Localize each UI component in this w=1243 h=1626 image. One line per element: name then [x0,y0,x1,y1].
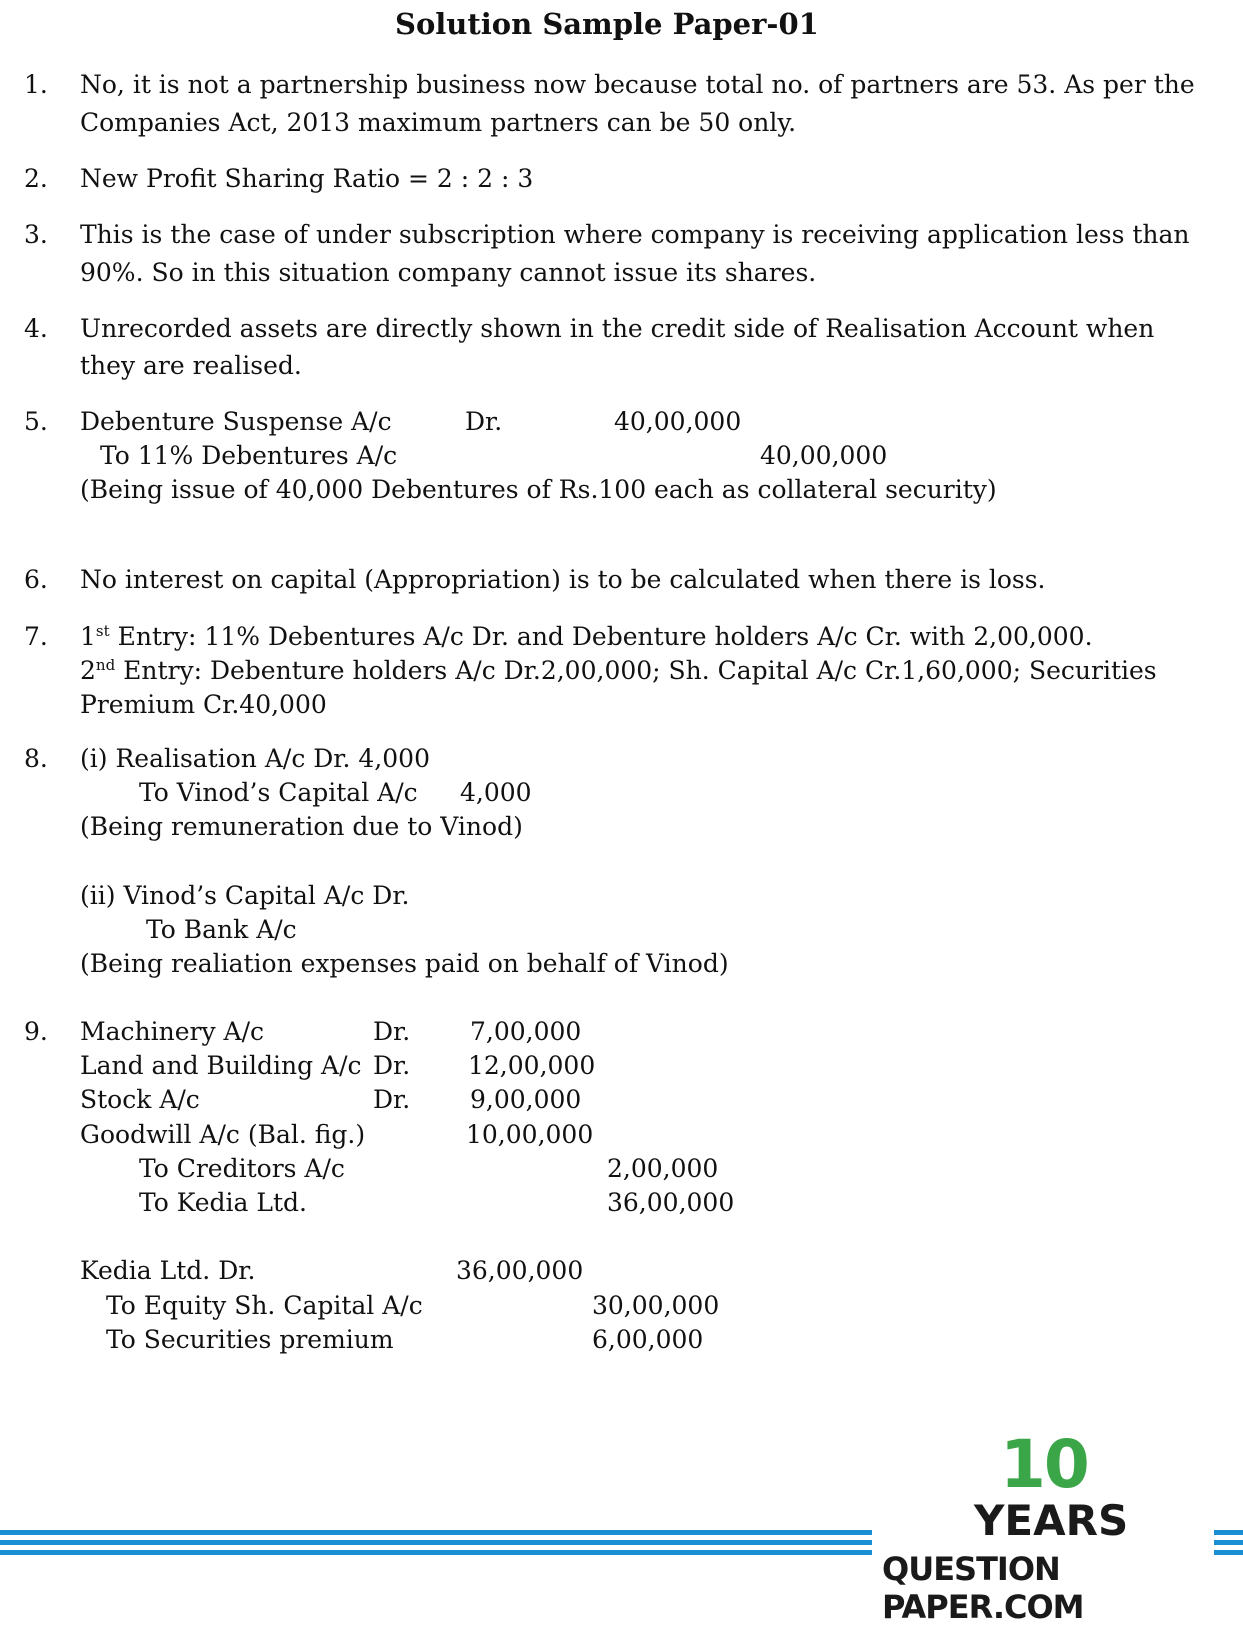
q3-line-2: 90%. So in this situation company cannot issue its shares. [80,258,817,287]
q9-debit-account: Machinery A/c [80,1017,264,1046]
q9-credit-amount: 2,00,000 [607,1154,719,1183]
q9-debit-dr: Dr. [373,1051,411,1080]
q2-line-1: New Profit Sharing Ratio = 2 : 2 : 3 [80,164,534,193]
q9-debit-dr: Dr. [373,1085,411,1114]
q8-ii-credit-account: To Bank A/c [146,915,297,944]
q9-credit-account: To Kedia Ltd. [139,1188,307,1217]
q9-number: 9. [24,1017,48,1046]
q3-line-1: This is the case of under subscription where company is receiving application less than [80,220,1190,249]
q5-number: 5. [24,407,48,436]
q7-entry-2: 2nd Entry: Debenture holders A/c Dr.2,00,000; Sh. Capital A/c Cr.1,60,000; Securities [80,656,1157,685]
q9-debit-amount: 10,00,000 [466,1120,594,1149]
q5-debit-account: Debenture Suspense A/c [80,407,392,436]
q9-kedia-credit-account: To Securities premium [106,1325,394,1354]
q9-debit-amount: 7,00,000 [470,1017,582,1046]
q9-debit-account: Goodwill A/c (Bal. fig.) [80,1120,366,1149]
q1-line-2: Companies Act, 2013 maximum partners can be 50 only. [80,108,797,137]
q8-ii-debit: (ii) Vinod’s Capital A/c Dr. [80,881,410,910]
q8-i-debit: (i) Realisation A/c Dr. 4,000 [80,744,430,773]
q9-debit-account: Land and Building A/c [80,1051,362,1080]
q9-debit-dr: Dr. [373,1017,411,1046]
q4-number: 4. [24,314,48,343]
q3-number: 3. [24,220,48,249]
q5-credit-amount: 40,00,000 [760,441,888,470]
q2-number: 2. [24,164,48,193]
q4-line-2: they are realised. [80,351,302,380]
q9-kedia-debit: Kedia Ltd. Dr. [80,1256,256,1285]
logo-site-name: QUESTION PAPER.COM [882,1550,1084,1626]
q8-i-credit-amount: 4,000 [460,778,532,807]
page-title: Solution Sample Paper-01 [395,7,819,41]
q9-credit-amount: 36,00,000 [607,1188,735,1217]
q8-ii-narration: (Being realiation expenses paid on behalf of Vinod) [80,949,729,978]
q9-kedia-credit-amount: 6,00,000 [592,1325,704,1354]
q7-number: 7. [24,622,48,651]
q4-line-1: Unrecorded assets are directly shown in the credit side of Realisation Account when [80,314,1155,343]
q6-number: 6. [24,565,48,594]
q9-debit-amount: 9,00,000 [470,1085,582,1114]
q5-credit-account: To 11% Debentures A/c [100,441,398,470]
q9-kedia-amount: 36,00,000 [456,1256,584,1285]
q1-line-1: No, it is not a partnership business now because total no. of partners are 53. As per the [80,70,1195,99]
q8-number: 8. [24,744,48,773]
site-logo [882,1426,1212,1626]
footer-stripes [0,1530,872,1570]
q9-kedia-credit-amount: 30,00,000 [592,1291,720,1320]
logo-ten: 10 [1000,1426,1088,1503]
q5-dr-label: Dr. [465,407,503,436]
q9-credit-account: To Creditors A/c [139,1154,345,1183]
q9-kedia-credit-account: To Equity Sh. Capital A/c [106,1291,423,1320]
q8-i-narration: (Being remuneration due to Vinod) [80,812,523,841]
q5-debit-amount: 40,00,000 [614,407,742,436]
q5-narration: (Being issue of 40,000 Debentures of Rs.100 each as collateral security) [80,475,997,504]
q9-debit-account: Stock A/c [80,1085,200,1114]
footer-stripes-right [1214,1530,1243,1570]
q7-entry-2-cont: Premium Cr.40,000 [80,690,327,719]
logo-years: YEARS [974,1496,1129,1545]
q9-debit-amount: 12,00,000 [468,1051,596,1080]
q7-entry-1: 1st Entry: 11% Debentures A/c Dr. and Debenture holders A/c Cr. with 2,00,000. [80,622,1093,651]
q1-number: 1. [24,70,48,99]
q6-line-1: No interest on capital (Appropriation) is to be calculated when there is loss. [80,565,1046,594]
q8-i-credit-account: To Vinod’s Capital A/c [139,778,418,807]
